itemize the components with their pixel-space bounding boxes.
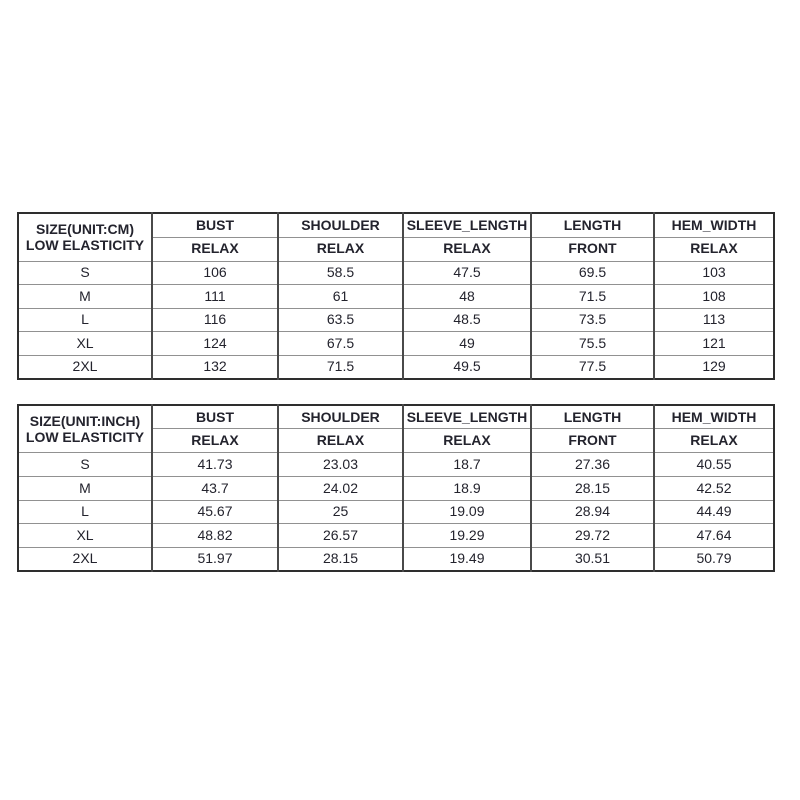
value-cell: 19.09	[403, 500, 531, 524]
column-header-hem-width: HEM_WIDTH	[654, 405, 774, 429]
value-cell: 75.5	[531, 332, 654, 356]
elasticity-label: LOW ELASTICITY	[25, 237, 145, 254]
table-row	[18, 547, 774, 571]
column-header-sleeve-length: SLEEVE_LENGTH	[403, 213, 531, 237]
size-label: 2XL	[18, 547, 152, 571]
value-cell: 124	[152, 332, 278, 356]
column-header-shoulder: SHOULDER	[278, 213, 403, 237]
value-cell: 45.67	[152, 500, 278, 524]
value-cell: 67.5	[278, 332, 403, 356]
value-cell: 69.5	[531, 261, 654, 285]
value-cell: 41.73	[152, 453, 278, 477]
table-row	[18, 332, 774, 356]
value-cell: 71.5	[531, 285, 654, 309]
value-cell: 40.55	[654, 453, 774, 477]
table-row	[18, 308, 774, 332]
value-cell: 63.5	[278, 308, 403, 332]
value-cell: 26.57	[278, 524, 403, 548]
value-cell: 30.51	[531, 547, 654, 571]
value-cell: 113	[654, 308, 774, 332]
size-table-inch	[17, 404, 775, 572]
value-cell: 121	[654, 332, 774, 356]
table-row	[18, 453, 774, 477]
value-cell: 48.5	[403, 308, 531, 332]
elasticity-label: LOW ELASTICITY	[25, 429, 145, 446]
value-cell: 111	[152, 285, 278, 309]
value-cell: 77.5	[531, 355, 654, 379]
size-label: XL	[18, 524, 152, 548]
column-header-bust: BUST	[152, 213, 278, 237]
value-cell: 43.7	[152, 477, 278, 501]
column-header-sleeve-length: SLEEVE_LENGTH	[403, 405, 531, 429]
value-cell: 48	[403, 285, 531, 309]
value-cell: 49.5	[403, 355, 531, 379]
fit-label: FRONT	[531, 237, 654, 261]
column-header-hem-width: HEM_WIDTH	[654, 213, 774, 237]
value-cell: 25	[278, 500, 403, 524]
fit-label: RELAX	[278, 429, 403, 453]
fit-label: RELAX	[403, 429, 531, 453]
value-cell: 27.36	[531, 453, 654, 477]
value-cell: 29.72	[531, 524, 654, 548]
value-cell: 116	[152, 308, 278, 332]
value-cell: 47.5	[403, 261, 531, 285]
value-cell: 28.15	[278, 547, 403, 571]
value-cell: 23.03	[278, 453, 403, 477]
value-cell: 24.02	[278, 477, 403, 501]
column-header-length: LENGTH	[531, 405, 654, 429]
fit-label: RELAX	[403, 237, 531, 261]
value-cell: 132	[152, 355, 278, 379]
value-cell: 108	[654, 285, 774, 309]
fit-label: RELAX	[152, 429, 278, 453]
size-label: M	[18, 285, 152, 309]
table-row	[18, 261, 774, 285]
value-cell: 103	[654, 261, 774, 285]
value-cell: 58.5	[278, 261, 403, 285]
fit-label: FRONT	[531, 429, 654, 453]
value-cell: 47.64	[654, 524, 774, 548]
table-row	[18, 355, 774, 379]
size-label: S	[18, 453, 152, 477]
value-cell: 106	[152, 261, 278, 285]
value-cell: 18.7	[403, 453, 531, 477]
column-header-length: LENGTH	[531, 213, 654, 237]
column-header-shoulder: SHOULDER	[278, 405, 403, 429]
size-label: XL	[18, 332, 152, 356]
value-cell: 19.29	[403, 524, 531, 548]
table-header-row	[18, 405, 774, 429]
fit-label: RELAX	[654, 237, 774, 261]
size-label: L	[18, 500, 152, 524]
column-header-bust: BUST	[152, 405, 278, 429]
size-label: L	[18, 308, 152, 332]
value-cell: 28.15	[531, 477, 654, 501]
value-cell: 44.49	[654, 500, 774, 524]
value-cell: 73.5	[531, 308, 654, 332]
size-chart	[17, 212, 773, 572]
value-cell: 18.9	[403, 477, 531, 501]
unit-label: SIZE(UNIT:CM)	[36, 221, 134, 238]
corner-cell	[18, 405, 152, 453]
size-label: S	[18, 261, 152, 285]
value-cell: 61	[278, 285, 403, 309]
table-row	[18, 477, 774, 501]
value-cell: 50.79	[696, 550, 732, 567]
size-table-cm	[17, 212, 775, 380]
fit-label: RELAX	[152, 237, 278, 261]
table-row	[18, 285, 774, 309]
value-cell: 71.5	[278, 355, 403, 379]
value-cell: 28.94	[531, 500, 654, 524]
value-cell: 19.49	[403, 547, 531, 571]
table-header-row	[18, 213, 774, 237]
value-cell: 51.97	[152, 547, 278, 571]
value-cell: 49	[403, 332, 531, 356]
value-cell: 42.52	[654, 477, 774, 501]
unit-label: SIZE(UNIT:INCH)	[29, 413, 141, 430]
corner-cell	[18, 213, 152, 261]
fit-label: RELAX	[278, 237, 403, 261]
fit-label: RELAX	[654, 429, 774, 453]
table-row	[18, 524, 774, 548]
table-row	[18, 500, 774, 524]
value-cell: 48.82	[152, 524, 278, 548]
size-label: 2XL	[18, 355, 152, 379]
size-label: M	[18, 477, 152, 501]
value-cell: 129	[702, 358, 726, 375]
